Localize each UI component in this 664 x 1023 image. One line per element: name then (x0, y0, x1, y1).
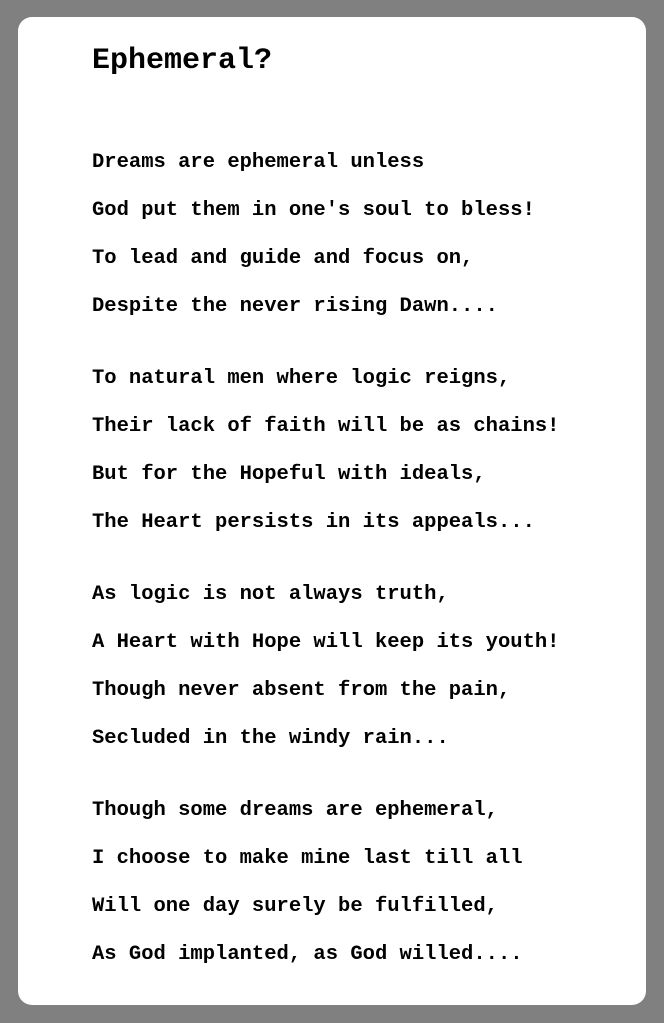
poem-line: Secluded in the windy rain... (92, 727, 449, 750)
poem-line: As God implanted, as God willed.... (92, 943, 523, 966)
poem-line: A Heart with Hope will keep its youth! (92, 631, 560, 654)
poem-line: I choose to make mine last till all (92, 847, 523, 870)
stanza-3 (92, 582, 632, 774)
poem-title: Ephemeral? (92, 44, 273, 78)
stanza-1 (92, 150, 632, 342)
poem-line: Despite the never rising Dawn.... (92, 295, 498, 318)
poem-line: God put them in one's soul to bless! (92, 199, 535, 222)
poem-card (18, 17, 646, 1005)
stanza-2 (92, 366, 632, 558)
poem-line: Though some dreams are ephemeral, (92, 799, 498, 822)
poem-line: Though never absent from the pain, (92, 679, 511, 702)
poem-line: To lead and guide and focus on, (92, 247, 474, 270)
poem-line: To natural men where logic reigns, (92, 367, 511, 390)
poem-line: As logic is not always truth, (92, 583, 449, 606)
poem-body (92, 150, 632, 1014)
stanza-4 (92, 798, 632, 990)
poem-line: The Heart persists in its appeals... (92, 511, 535, 534)
poem-line: Dreams are ephemeral unless (92, 151, 425, 174)
poem-line: Their lack of faith will be as chains! (92, 415, 560, 438)
poem-line: But for the Hopeful with ideals, (92, 463, 486, 486)
poem-line: Will one day surely be fulfilled, (92, 895, 498, 918)
